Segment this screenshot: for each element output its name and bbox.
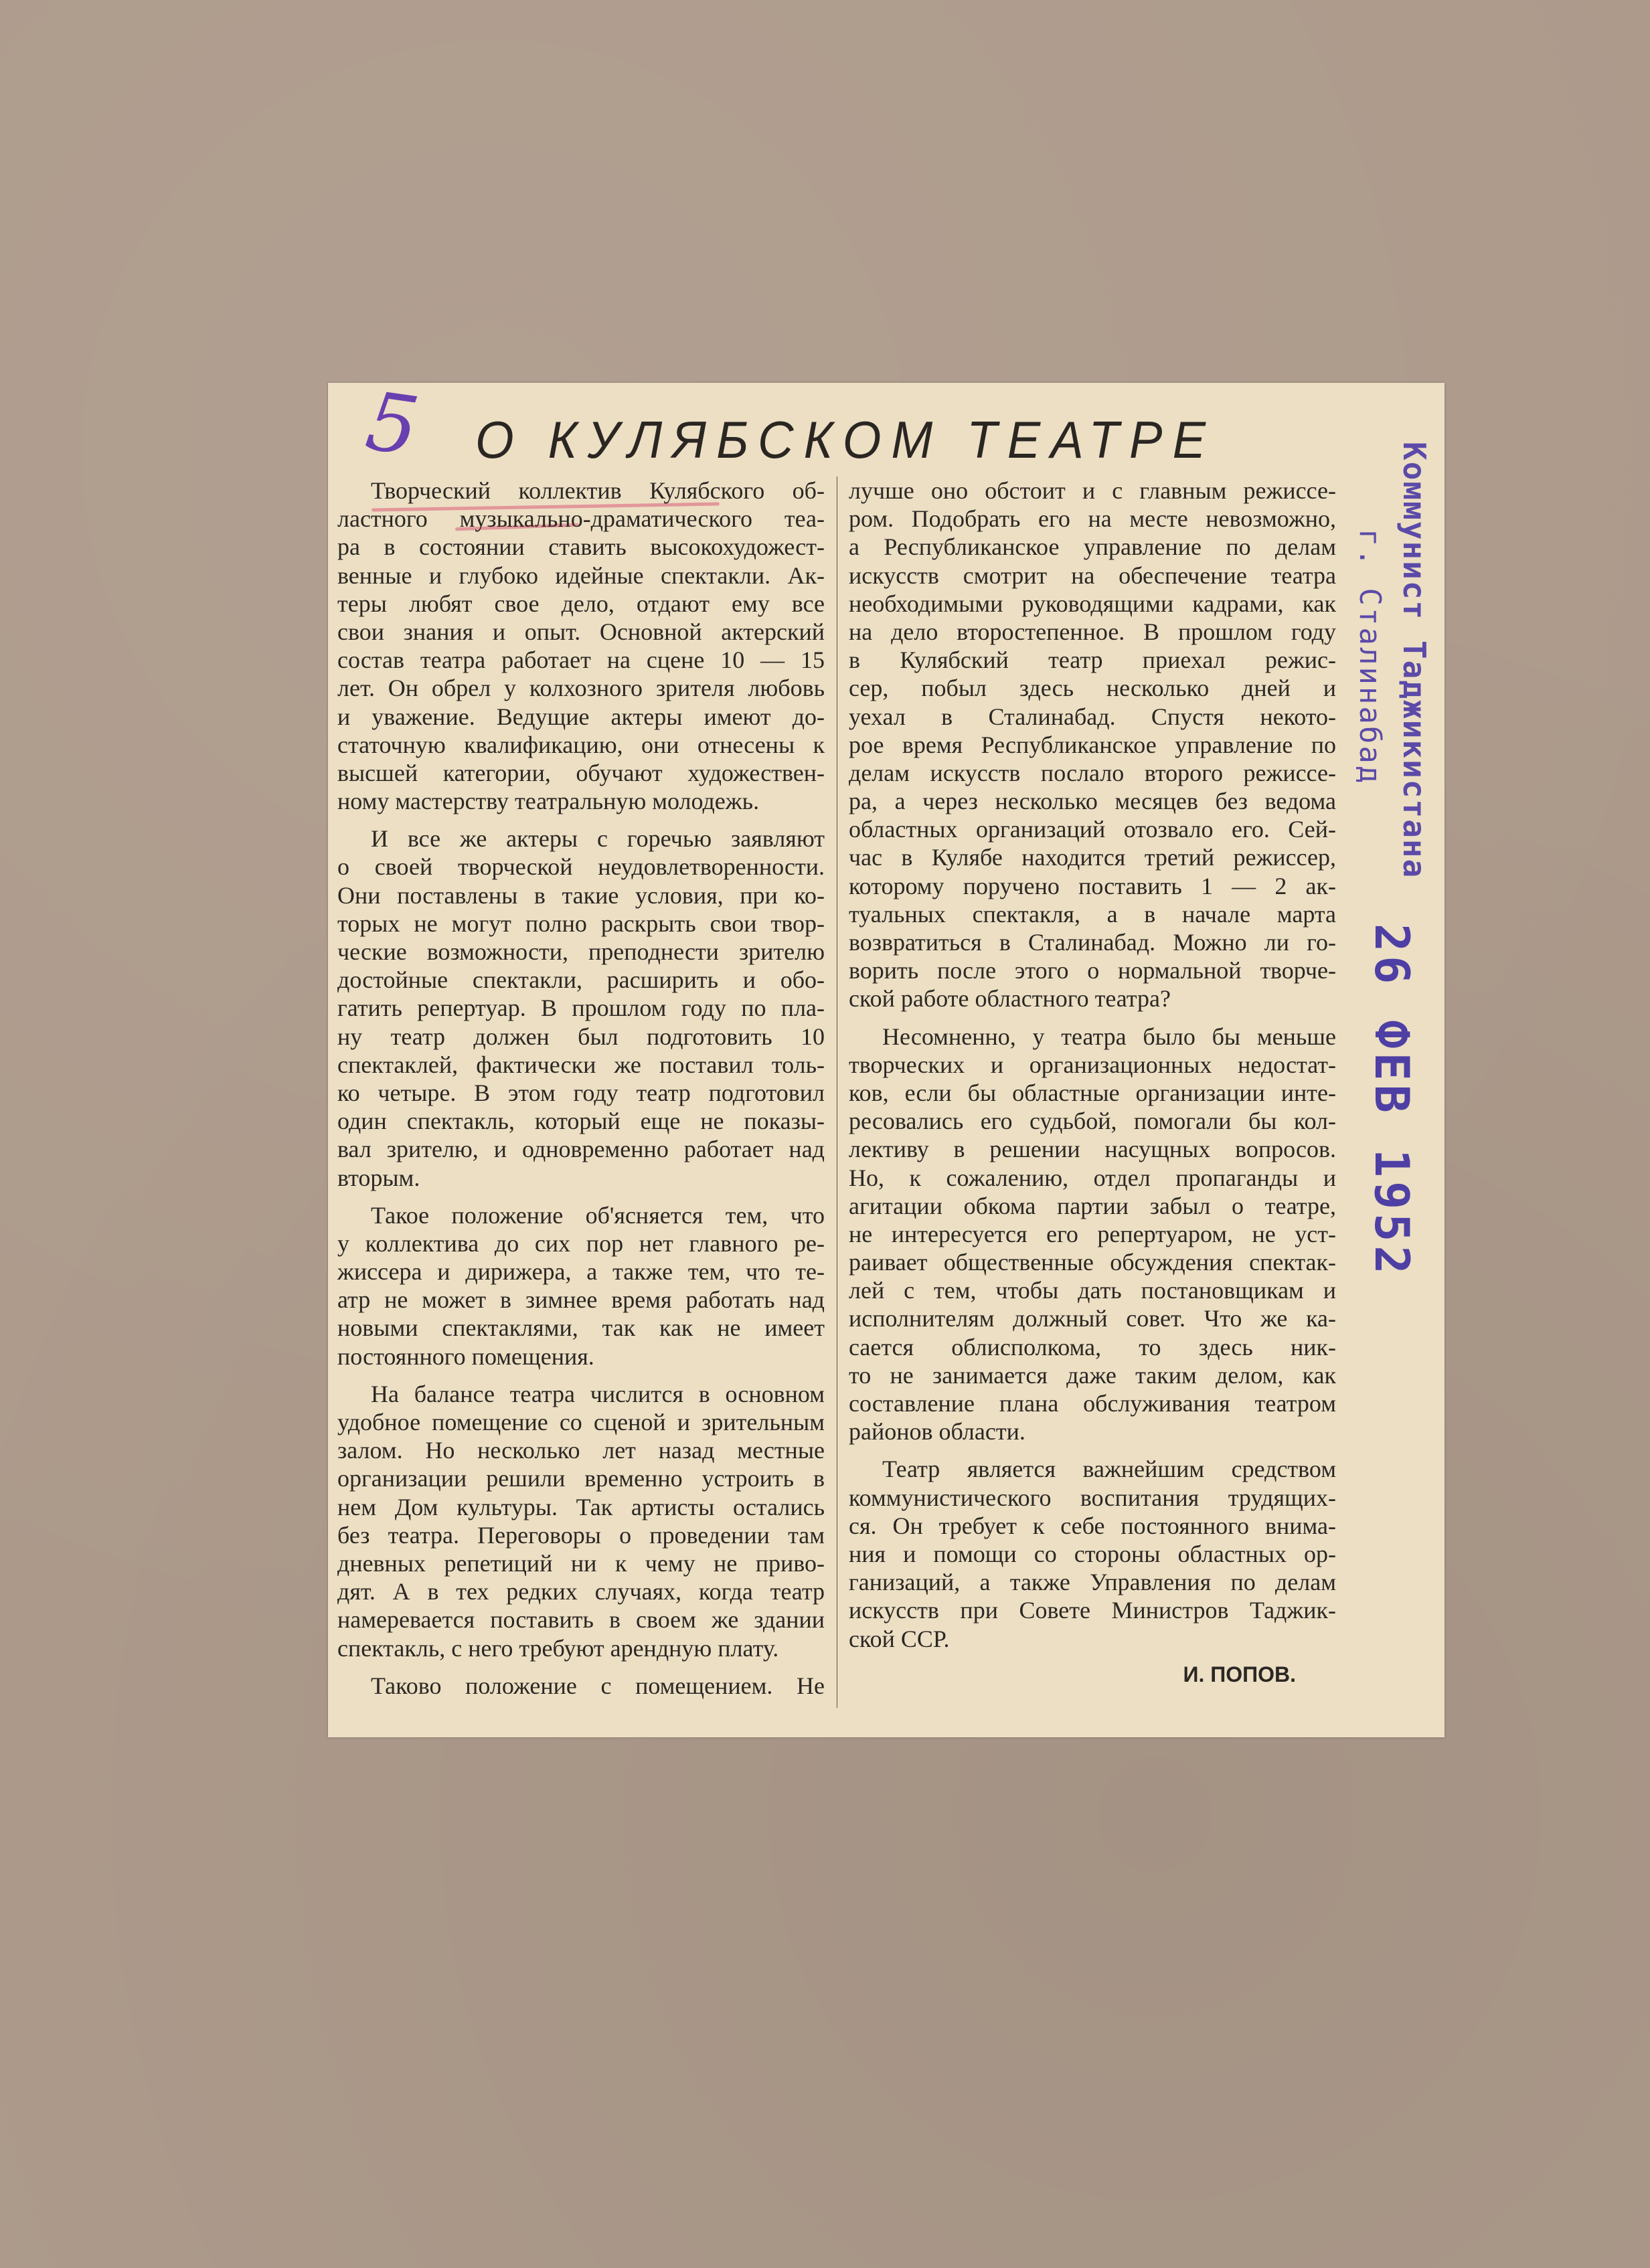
- text-line: ганизаций, а также Управления по делам: [849, 1569, 1336, 1596]
- text-line: туальных спектакля, а в начале марта: [849, 900, 1336, 928]
- text-line: творческих и организационных недостат-: [849, 1051, 1336, 1078]
- article-column-2: [849, 476, 1336, 1687]
- text-line: лей с тем, чтобы дать постановщикам и: [849, 1277, 1336, 1304]
- paragraph: [849, 476, 1336, 1013]
- text-line: постоянного помещения.: [337, 1342, 594, 1370]
- text-line: Таково положение с помещением. Не: [371, 1672, 825, 1699]
- text-line: организации решили временно устроить в: [337, 1465, 825, 1492]
- text-line: то не занимается даже таким делом, как: [849, 1361, 1336, 1389]
- text-line: Но, к сожалению, отдел пропаганды и: [849, 1164, 1336, 1191]
- text-line: лективу в решении насущных вопросов.: [849, 1136, 1336, 1163]
- text-line: вторым.: [337, 1164, 420, 1191]
- text-line: исполнителям должный совет. Что же ка-: [849, 1305, 1336, 1332]
- text-line: ну театр должен был подготовить 10: [337, 1023, 825, 1050]
- text-line: ра в состоянии ставить высокохудожест-: [337, 533, 825, 561]
- text-line: составление плана обслуживания театром: [849, 1390, 1336, 1417]
- text-line: у коллектива до сих пор нет главного ре-: [337, 1229, 825, 1257]
- paragraph: [337, 1672, 825, 1700]
- text-line: удобное помещение со сценой и зрительным: [337, 1409, 825, 1435]
- text-line: ному мастерству театральную молодежь.: [337, 788, 760, 815]
- text-line: коммунистического воспитания трудящих-: [849, 1484, 1336, 1511]
- text-line: залом. Но несколько лет назад местные: [337, 1437, 825, 1464]
- text-line: ния и помощи со стороны областных ор-: [849, 1540, 1336, 1567]
- article-title: О КУЛЯБСКОМ ТЕАТРЕ: [475, 410, 1216, 469]
- text-line: час в Кулябе находится третий режиссер,: [849, 844, 1336, 871]
- text-line: которому поручено поставить 1 — 2 ак-: [849, 872, 1336, 899]
- paragraph: [849, 1455, 1336, 1652]
- text-line: возвратиться в Сталинабад. Можно ли го-: [849, 929, 1336, 956]
- text-line: областных организаций отозвало его. Сей-: [849, 816, 1336, 843]
- city-stamp: г. Сталинабад: [1353, 529, 1387, 786]
- paragraph: [337, 824, 825, 1191]
- text-line: венные и глубоко идейные спектакли. Ак-: [337, 561, 825, 589]
- text-line: один спектакль, который еще не показы-: [337, 1108, 825, 1135]
- text-line: сер, побыл здесь несколько дней и: [849, 675, 1336, 702]
- text-line: статочную квалификацию, они отнесены к: [337, 731, 825, 758]
- text-line: ластного музыкально-драматического теа-: [337, 505, 825, 533]
- text-line: рое время Республиканское управление по: [849, 731, 1336, 758]
- text-line: свои знания и опыт. Основной актерский: [337, 618, 825, 645]
- text-line: намеревается поставить в своем же здании: [337, 1606, 825, 1634]
- paragraph: [849, 1023, 1336, 1446]
- text-line: лучше оно обстоит и с главным режиссе-: [849, 477, 1336, 504]
- text-line: ся. Он требует к себе постоянного внима-: [849, 1512, 1336, 1539]
- text-line: торых не могут полно раскрыть свои твор-: [337, 909, 825, 937]
- text-line: жиссера и дирижера, а также тем, что те-: [337, 1258, 825, 1286]
- text-line: необходимыми руководящими кадрами, как: [849, 590, 1336, 617]
- text-line: спектакль, с него требуют арендную плату.: [337, 1634, 779, 1662]
- text-line: ческие возможности, преподнести зрителю: [337, 938, 825, 965]
- text-line: а Республиканское управление по делам: [849, 533, 1336, 561]
- text-line: Творческий коллектив Кулябского об-: [371, 477, 825, 504]
- text-line: атр не может в зимнее время работать над: [337, 1286, 825, 1314]
- text-line: районов области.: [849, 1418, 1025, 1446]
- text-line: вал зрителю, и одновременно работает над: [337, 1136, 825, 1163]
- text-line: достойные спектакли, расширить и обо-: [337, 966, 825, 994]
- newspaper-stamp: Коммунист Таджикистана: [1396, 442, 1432, 879]
- text-line: искусств при Совете Министров Таджик-: [849, 1597, 1336, 1624]
- text-line: и уважение. Ведущие актеры имеют до-: [337, 703, 825, 730]
- text-line: Такое положение об'ясняется тем, что: [371, 1201, 825, 1229]
- text-line: раивает общественные обсуждения спектак-: [849, 1249, 1336, 1276]
- text-line: На балансе театра числится в основном: [371, 1380, 825, 1407]
- text-line: ской ССР.: [849, 1625, 950, 1652]
- text-line: ской работе областного театра?: [849, 985, 1171, 1013]
- author-signature: И. ПОПОВ.: [1183, 1662, 1296, 1686]
- text-line: Они поставлены в такие условия, при ко-: [337, 881, 825, 909]
- text-line: дневных репетиций ни к чему не приво-: [337, 1549, 825, 1577]
- text-line: ворить после этого о нормальной творче-: [849, 957, 1336, 984]
- text-line: дят. А в тех редких случаях, когда театр: [337, 1578, 825, 1605]
- text-line: искусств смотрит на обеспечение театра: [849, 561, 1336, 589]
- text-line: высшей категории, обучают художествен-: [337, 759, 825, 786]
- text-line: нем Дом культуры. Так артисты остались: [337, 1493, 825, 1520]
- article-column-1: [337, 476, 825, 1709]
- text-line: ков, если бы областные организации инте-: [849, 1079, 1336, 1106]
- text-line: в Кулябский театр приехал режис-: [849, 646, 1336, 674]
- text-line: И все же актеры с горечью заявляют: [371, 825, 825, 853]
- text-line: не интересуется его репертуаром, не уст-: [849, 1220, 1336, 1247]
- text-line: на дело второстепенное. В прошлом году: [849, 618, 1336, 645]
- text-line: уехал в Сталинабад. Спустя некото-: [849, 703, 1336, 730]
- text-line: ко четыре. В этом году театр подготовил: [337, 1079, 825, 1106]
- text-line: новыми спектаклями, так как не имеет: [337, 1314, 825, 1342]
- paragraph: [337, 476, 825, 815]
- paragraph: [337, 1201, 825, 1371]
- text-line: Несомненно, у театра было бы меньше: [882, 1023, 1336, 1050]
- text-line: состав театра работает на сцене 10 — 15: [337, 646, 825, 674]
- handwritten-number: 5: [360, 375, 424, 474]
- text-line: сается облисполкома, то здесь ник-: [849, 1333, 1336, 1361]
- text-line: гатить репертуар. В прошлом году по пла-: [337, 994, 825, 1022]
- text-line: о своей творческой неудовлетворенности.: [337, 853, 825, 881]
- text-line: Театр является важнейшим средством: [882, 1456, 1336, 1483]
- text-line: без театра. Переговоры о проведении там: [337, 1521, 825, 1549]
- text-line: теры любят свое дело, отдают ему все: [337, 590, 825, 617]
- paragraph: [337, 1380, 825, 1662]
- text-line: делам искусств послало второго режиссе-: [849, 759, 1336, 786]
- date-stamp: 26 ФЕВ 1952: [1364, 924, 1419, 1278]
- text-line: ресовались его судьбой, помогали бы кол-: [849, 1108, 1336, 1135]
- text-line: агитации обкома партии забыл о театре,: [849, 1192, 1336, 1219]
- text-line: ром. Подобрать его на месте невозможно,: [849, 505, 1336, 533]
- text-line: спектаклей, фактически же поставил толь-: [337, 1051, 825, 1078]
- text-line: ра, а через несколько месяцев без ведома: [849, 788, 1336, 815]
- text-line: лет. Он обрел у колхозного зрителя любовь: [337, 675, 825, 702]
